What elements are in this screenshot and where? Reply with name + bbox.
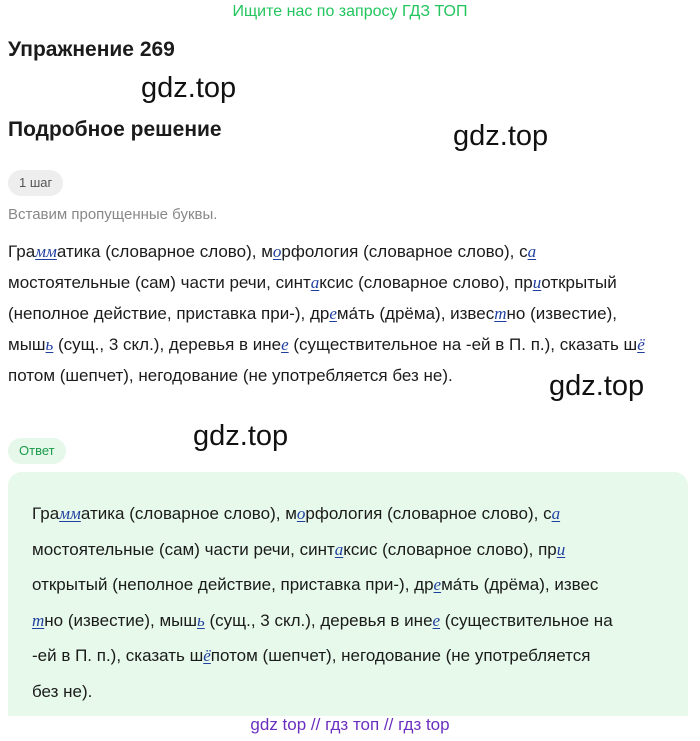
text-segment: Гра [32,504,60,523]
inserted-letter: мм [35,242,57,261]
text-segment: без не). [32,681,93,701]
text-segment: мостоятельные (сам) части речи, синт [32,539,335,559]
step-badge: 1 шаг [8,170,63,196]
text-segment: ксис (словарное слово), пр [343,539,557,559]
text-segment: атика (словарное слово), м [56,242,273,261]
inserted-letter: о [272,242,282,261]
text-line [32,674,672,710]
inserted-letter: т [494,304,507,323]
inserted-letter: ё [637,335,645,354]
text-segment: -ей в П. п.), сказать ш [32,646,204,665]
inserted-letter: а [551,504,561,523]
text-line [8,236,680,267]
text-segment: (существительное на -ей в П. п.), сказать ш [288,335,638,354]
inserted-letter: и [532,273,542,292]
inserted-letter: мм [59,504,81,523]
text-segment: рфология (словарное слово), с [281,242,528,261]
inserted-letter: е [432,610,441,630]
text-line [32,532,672,568]
watermark: gdz.top [549,370,645,402]
watermark: gdz.top [193,420,289,452]
text-line [8,298,680,329]
inserted-letter: о [296,504,306,523]
text-segment: (существительное на [440,610,613,630]
page-title: Упражнение 269 [8,38,175,61]
answer-badge: Ответ [8,438,66,464]
text-segment: Гра [8,242,36,261]
text-segment: (сущ., 3 скл.), деревья в ине [53,335,282,354]
text-line [32,638,672,674]
text-segment: (сущ., 3 скл.), деревья в ине [204,610,433,630]
inserted-letter: т [32,610,45,630]
text-segment: рфология (словарное слово), с [305,504,552,523]
text-segment: открытый (неполное действие, приставка при-), др [32,575,434,594]
inserted-letter: ё [203,646,211,665]
answer-box [8,472,688,716]
text-segment: мостоятельные (сам) части речи, синт [8,273,311,292]
text-line [8,329,680,360]
text-line [8,267,680,298]
text-segment: (неполное действие, приставка при-), др [8,304,330,323]
inserted-letter: ь [196,610,205,630]
inserted-letter: е [281,335,289,354]
inserted-letter: а [527,242,537,261]
text-segment: потом (шепчет), негодование (не употребляется [210,646,591,665]
search-banner: Ищите нас по запросу ГДЗ ТОП [232,3,468,20]
watermark: gdz.top [453,120,549,152]
text-segment: потом (шепчет), негодование (не употребляется без не). [8,366,453,385]
solution-text [8,236,680,391]
inserted-letter: е [329,304,337,323]
text-line [32,567,672,603]
inserted-letter: а [310,273,320,292]
watermark: gdz.top [141,72,237,104]
step-hint: Вставим пропущенные буквы. [8,206,218,223]
text-segment: ма́ть (дрёма), извес [441,575,599,594]
text-line [32,603,672,639]
footer-links: gdz top // гдз топ // гдз top [250,715,450,734]
text-segment: мыш [8,335,46,354]
text-segment: но (известие), [506,304,617,323]
text-segment: ксис (словарное слово), пр [319,273,533,292]
text-segment: ма́ть (дрёма), извес [336,304,495,323]
text-segment: атика (словарное слово), м [80,504,297,523]
section-title: Подробное решение [8,118,222,141]
inserted-letter: е [433,575,442,594]
inserted-letter: и [556,539,566,559]
inserted-letter: а [334,539,344,559]
text-segment: открытый [541,273,617,292]
inserted-letter: ь [45,335,54,354]
text-line [32,496,672,532]
text-segment: но (известие), мыш [44,610,197,630]
